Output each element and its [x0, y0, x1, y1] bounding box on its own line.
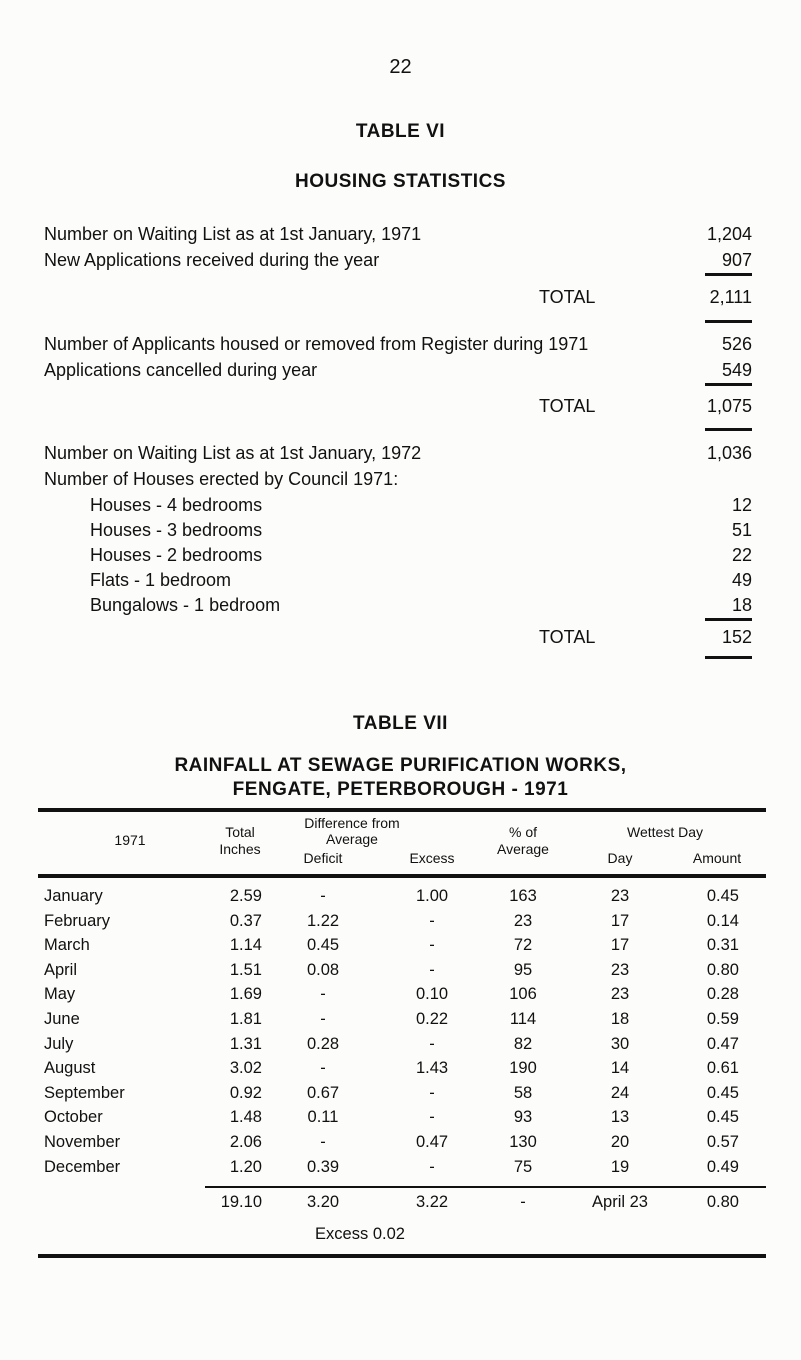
cell-amount: 0.45 — [706, 1108, 739, 1127]
row-label: Flats - 1 bedroom — [90, 570, 232, 590]
cell-month: September — [44, 1083, 125, 1102]
cell-deficit: - — [320, 1133, 326, 1151]
total-label: TOTAL — [539, 627, 596, 647]
row-label: Number of Houses erected by Council 1971: — [44, 469, 399, 489]
header-percent: % of — [508, 824, 537, 840]
cell-total: 1.81 — [229, 1010, 262, 1028]
cell-deficit: - — [320, 887, 326, 905]
row-label: Bungalows - 1 bedroom — [90, 595, 281, 615]
cell-excess: 0.10 — [415, 985, 449, 1004]
cell-day: 24 — [610, 1083, 630, 1102]
net-excess: Excess 0.02 — [315, 1225, 405, 1243]
header-total: Total — [225, 824, 255, 840]
row-label: Houses - 4 bedrooms — [90, 495, 263, 515]
row-value: 22 — [731, 545, 752, 565]
row-label: Number on Waiting List as at 1st January, 1971 — [44, 224, 422, 244]
total-wettest-day: April 23 — [592, 1193, 648, 1211]
cell-amount: 0.28 — [706, 985, 739, 1004]
header-day: Day — [607, 850, 633, 866]
header-total: Inches — [219, 841, 261, 857]
total-value: 2,111 — [709, 287, 752, 307]
page-number: 22 — [389, 56, 412, 78]
header-deficit: Deficit — [303, 850, 343, 866]
cell-amount: 0.45 — [706, 1083, 739, 1102]
cell-amount: 0.47 — [706, 1034, 739, 1053]
header-difference: Difference from — [304, 815, 400, 831]
total-rainfall: 19.10 — [220, 1193, 262, 1211]
row-label: Number of Applicants housed or removed from Register during 1971 — [44, 334, 589, 354]
cell-amount: 0.57 — [706, 1133, 739, 1151]
cell-deficit: - — [320, 985, 326, 1004]
cell-total: 0.37 — [229, 911, 262, 930]
header-difference: Average — [326, 831, 378, 847]
cell-excess: 0.47 — [415, 1133, 449, 1151]
cell-day: 23 — [610, 985, 630, 1004]
cell-deficit: 0.45 — [306, 936, 340, 955]
cell-amount: 0.49 — [706, 1157, 739, 1176]
cell-month: January — [44, 887, 103, 905]
cell-day: 18 — [610, 1010, 630, 1028]
header-year: 1971 — [114, 832, 146, 848]
cell-total: 1.31 — [229, 1034, 262, 1053]
header-wettest-day: Wettest Day — [627, 824, 703, 840]
cell-deficit: 0.67 — [306, 1083, 340, 1102]
cell-excess: - — [429, 1083, 435, 1102]
cell-day: 13 — [610, 1108, 630, 1127]
cell-amount: 0.61 — [706, 1059, 739, 1078]
cell-percent: 114 — [509, 1010, 537, 1028]
cell-day: 19 — [610, 1157, 630, 1176]
underline-rule — [705, 618, 752, 621]
total-excess: 3.22 — [415, 1193, 449, 1211]
total-deficit: 3.20 — [306, 1193, 340, 1211]
row-label: New Applications received during the year — [44, 250, 380, 270]
cell-total: 3.02 — [229, 1059, 262, 1078]
cell-excess: 1.43 — [415, 1059, 449, 1078]
cell-day: 30 — [610, 1034, 630, 1053]
cell-excess: - — [429, 1157, 435, 1176]
cell-amount: 0.31 — [706, 936, 739, 955]
cell-excess: 0.22 — [415, 1010, 449, 1028]
cell-day: 23 — [610, 960, 630, 979]
cell-day: 20 — [610, 1133, 630, 1151]
cell-deficit: 0.28 — [306, 1034, 340, 1053]
row-value: 51 — [731, 520, 752, 540]
total-label: TOTAL — [539, 396, 596, 416]
cell-excess: - — [429, 911, 435, 930]
row-label: Number on Waiting List as at 1st January, 1972 — [44, 443, 422, 463]
total-label: TOTAL — [539, 287, 596, 307]
total-percent: - — [520, 1193, 526, 1211]
cell-deficit: - — [320, 1059, 326, 1078]
cell-percent: 72 — [513, 936, 533, 955]
cell-amount: 0.80 — [706, 960, 739, 979]
cell-total: 1.48 — [229, 1108, 262, 1127]
total-value: 1,075 — [706, 396, 752, 416]
cell-excess: - — [429, 960, 435, 979]
cell-total: 1.69 — [229, 985, 262, 1004]
cell-month: October — [44, 1108, 103, 1127]
cell-total: 0.92 — [229, 1083, 262, 1102]
cell-excess: - — [429, 1034, 435, 1053]
total-amount: 0.80 — [706, 1193, 739, 1211]
row-value: 907 — [721, 250, 752, 270]
cell-deficit: - — [320, 1010, 326, 1028]
table7-subtitle: FENGATE, PETERBOROUGH - 1971 — [232, 779, 569, 800]
row-value: 12 — [731, 495, 752, 515]
header-amount: Amount — [692, 850, 742, 866]
row-label: Houses - 2 bedrooms — [90, 545, 263, 565]
cell-month: May — [44, 985, 76, 1004]
cell-deficit: 0.11 — [307, 1108, 339, 1127]
cell-amount: 0.45 — [706, 887, 739, 905]
cell-percent: 130 — [509, 1133, 537, 1151]
cell-amount: 0.14 — [706, 911, 739, 930]
cell-month: December — [44, 1157, 121, 1176]
row-label: Applications cancelled during year — [44, 360, 318, 380]
cell-month: August — [44, 1059, 96, 1078]
table7-title: TABLE VII — [353, 713, 448, 734]
cell-month: July — [44, 1034, 74, 1053]
double-rule — [705, 656, 752, 659]
cell-percent: 23 — [513, 911, 533, 930]
table-top-rule — [38, 808, 766, 812]
cell-amount: 0.59 — [706, 1010, 739, 1028]
cell-deficit: 0.39 — [306, 1157, 340, 1176]
cell-percent: 93 — [513, 1108, 533, 1127]
cell-excess: - — [429, 936, 435, 955]
table6-title: TABLE VI — [355, 121, 446, 142]
row-value: 1,036 — [706, 443, 752, 463]
cell-percent: 58 — [513, 1083, 533, 1102]
cell-percent: 163 — [509, 887, 537, 905]
cell-month: June — [44, 1010, 80, 1028]
row-label: Houses - 3 bedrooms — [90, 520, 263, 540]
cell-day: 17 — [610, 936, 630, 955]
cell-percent: 95 — [513, 960, 533, 979]
double-rule — [705, 428, 752, 431]
row-value: 549 — [721, 360, 752, 380]
totals-rule — [205, 1186, 766, 1188]
cell-month: March — [44, 936, 90, 955]
row-value: 526 — [721, 334, 752, 354]
cell-excess: - — [429, 1108, 435, 1127]
header-rule — [38, 874, 766, 878]
cell-month: April — [44, 960, 78, 979]
row-value: 49 — [731, 570, 752, 590]
row-value: 1,204 — [706, 224, 752, 244]
cell-month: February — [44, 911, 111, 930]
cell-day: 23 — [610, 887, 630, 905]
header-excess: Excess — [409, 850, 455, 866]
underline-rule — [705, 273, 752, 276]
table-bottom-rule — [38, 1254, 766, 1258]
cell-day: 17 — [610, 911, 630, 930]
table6-subtitle: HOUSING STATISTICS — [295, 171, 506, 192]
total-value: 152 — [721, 627, 752, 647]
cell-excess: 1.00 — [415, 887, 449, 905]
row-value: 18 — [731, 595, 752, 615]
cell-deficit: 1.22 — [306, 911, 340, 930]
cell-percent: 106 — [509, 985, 537, 1004]
cell-total: 1.14 — [229, 936, 262, 955]
cell-percent: 190 — [509, 1059, 537, 1078]
cell-day: 14 — [610, 1059, 630, 1078]
header-percent: Average — [497, 841, 549, 857]
underline-rule — [705, 383, 752, 386]
cell-month: November — [44, 1133, 121, 1151]
cell-total: 1.51 — [229, 960, 262, 979]
cell-percent: 82 — [513, 1034, 533, 1053]
cell-percent: 75 — [513, 1157, 533, 1176]
table7-subtitle: RAINFALL AT SEWAGE PURIFICATION WORKS, — [174, 755, 627, 776]
cell-total: 2.06 — [229, 1133, 262, 1151]
cell-total: 1.20 — [229, 1157, 262, 1176]
cell-deficit: 0.08 — [306, 960, 340, 979]
double-rule — [705, 320, 752, 323]
cell-total: 2.59 — [229, 887, 262, 905]
